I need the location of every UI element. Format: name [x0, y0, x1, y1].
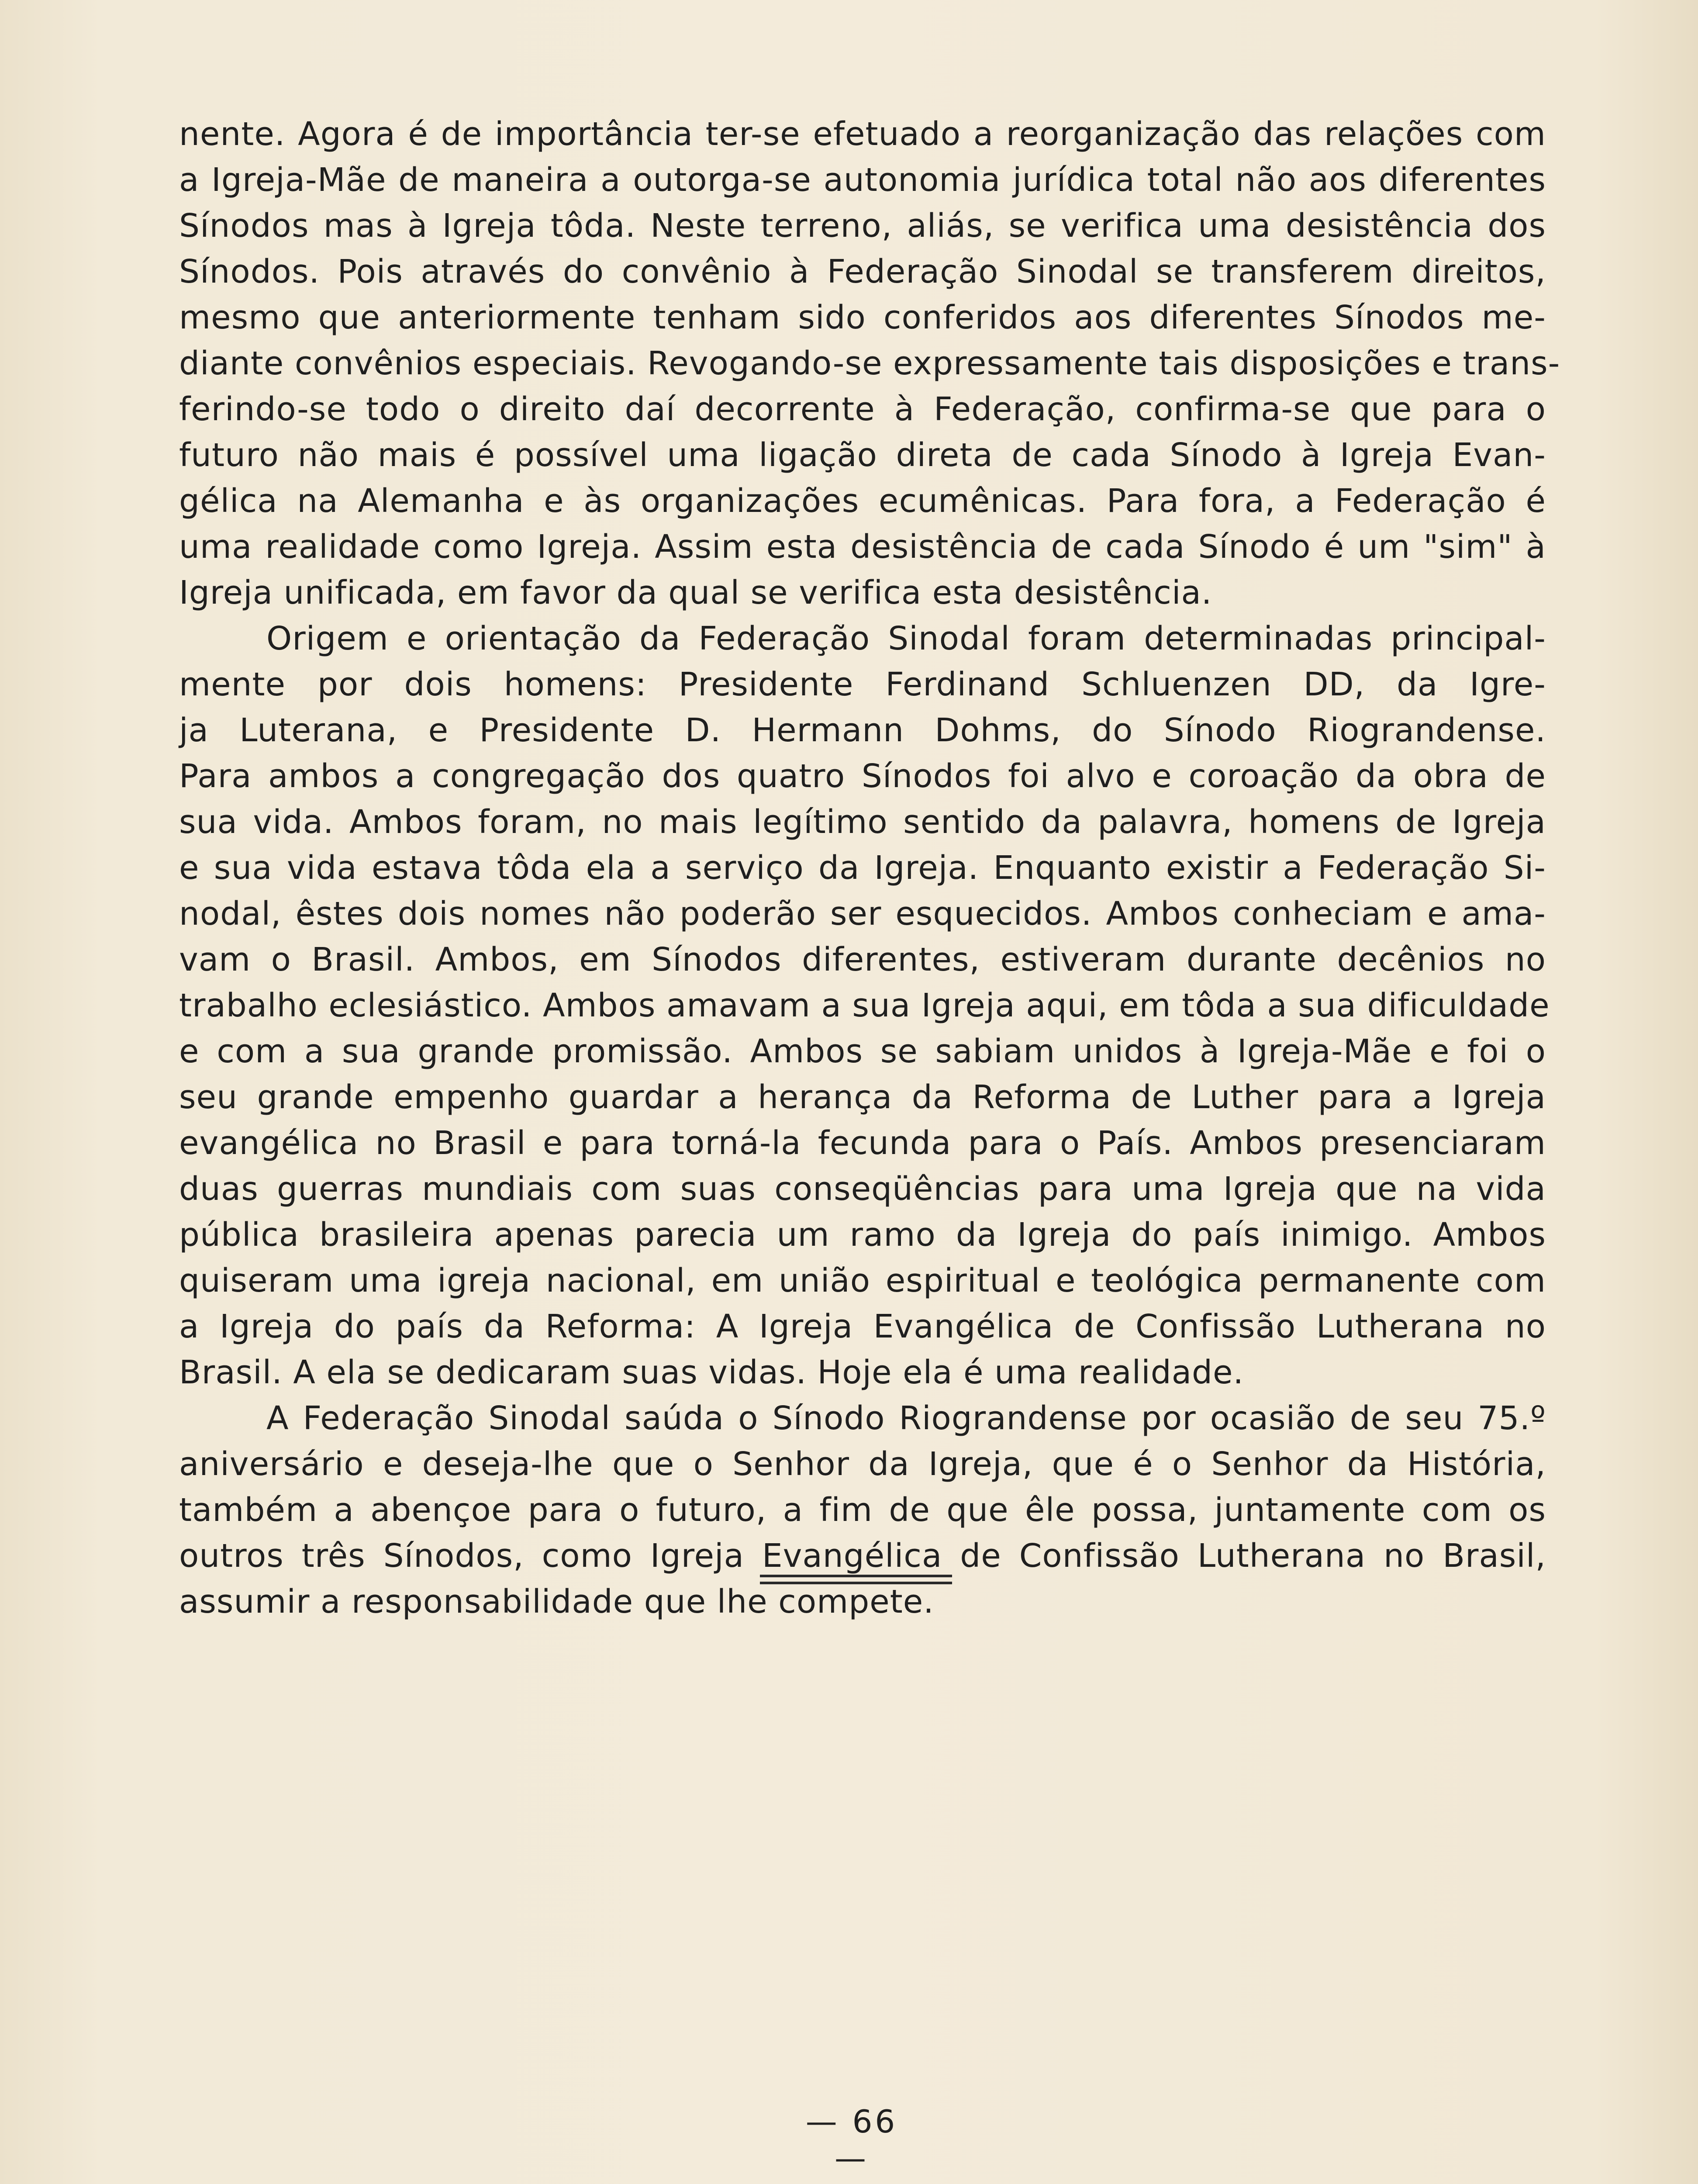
text-line: gélica na Alemanha e às organizações ecumênicas. Para fora, a Federação é: [179, 482, 1546, 520]
text-line: mesmo que anteriormente tenham sido conferidos aos diferentes Sínodos me-: [179, 299, 1546, 336]
text-line: trabalho eclesiástico. Ambos amavam a sua Igreja aqui, em tôda a sua dificuldade: [179, 987, 1550, 1024]
text-line: e com a sua grande promissão. Ambos se sabiam unidos à Igreja-Mãe e foi o: [179, 1033, 1546, 1070]
text-line: Igreja unificada, em favor da qual se verifica esta desistência.: [179, 574, 1212, 612]
text-line: mente por dois homens: Presidente Ferdinand Schluenzen DD, da Igre-: [179, 666, 1546, 703]
text-line: nodal, êstes dois nomes não poderão ser esquecidos. Ambos conheciam e ama-: [179, 895, 1546, 933]
text-line: Sínodos mas à Igreja tôda. Neste terreno, aliás, se verifica uma desistência dos: [179, 207, 1546, 245]
text-line: assumir a responsabilidade que lhe compete.: [179, 1583, 934, 1621]
text-line: pública brasileira apenas parecia um ramo da Igreja do país inimigo. Ambos: [179, 1216, 1546, 1254]
text-line: Sínodos. Pois através do convênio à Federação Sinodal se transferem direitos,: [179, 253, 1546, 290]
text-line: outros três Sínodos, como Igreja Evangélica de Confissão Lutherana no Brasil,: [179, 1537, 1546, 1575]
paragraph-2: [179, 616, 1550, 1396]
page-number: — 66 —: [805, 2103, 898, 2177]
text-line: a Igreja-Mãe de maneira a outorga-se autonomia jurídica total não aos diferentes: [179, 161, 1546, 199]
double-rule-divider: [760, 1575, 952, 1584]
text-line: A Federação Sinodal saúda o Sínodo Riograndense por ocasião de seu 75.º: [266, 1400, 1546, 1437]
text-line: Para ambos a congregação dos quatro Sínodos foi alvo e coroação da obra de: [179, 757, 1546, 795]
text-line: Origem e orientação da Federação Sinodal foram determinadas principal-: [266, 620, 1546, 657]
paragraph-3: [179, 1396, 1546, 1625]
text-line: uma realidade como Igreja. Assim esta desistência de cada Sínodo é um "sim" à: [179, 528, 1546, 566]
text-line: ferindo-se todo o direito daí decorrente à Federação, confirma-se que para o: [179, 390, 1546, 428]
text-line: e sua vida estava tôda ela a serviço da Igreja. Enquanto existir a Federação Si-: [179, 849, 1546, 887]
text-line: vam o Brasil. Ambos, em Sínodos diferentes, estiveram durante decênios no: [179, 941, 1546, 978]
text-line: Brasil. A ela se dedicaram suas vidas. Hoje ela é uma realidade.: [179, 1354, 1244, 1391]
text-line: evangélica no Brasil e para torná-la fecunda para o País. Ambos presenciaram: [179, 1124, 1546, 1162]
text-line: seu grande empenho guardar a herança da Reforma de Luther para a Igreja: [179, 1078, 1546, 1116]
text-line: também a abençoe para o futuro, a fim de que êle possa, juntamente com os: [179, 1491, 1546, 1529]
text-line: a Igreja do país da Reforma: A Igreja Evangélica de Confissão Lutherana no: [179, 1308, 1546, 1345]
body-text: [179, 111, 1560, 1625]
paragraph-1: [179, 111, 1560, 616]
text-line: duas guerras mundiais com suas conseqüências para uma Igreja que na vida: [179, 1170, 1546, 1208]
text-line: sua vida. Ambos foram, no mais legítimo sentido da palavra, homens de Igreja: [179, 803, 1546, 841]
text-line: aniversário e deseja-lhe que o Senhor da Igreja, que é o Senhor da História,: [179, 1445, 1546, 1483]
text-line: quiseram uma igreja nacional, em união espiritual e teológica permanente com: [179, 1262, 1546, 1299]
text-line: diante convênios especiais. Revogando-se expressamente tais disposições e trans-: [179, 345, 1560, 382]
text-line: ja Luterana, e Presidente D. Hermann Dohms, do Sínodo Riograndense.: [179, 712, 1546, 749]
text-line: nente. Agora é de importância ter-se efetuado a reorganização das relações com: [179, 115, 1546, 153]
text-line: futuro não mais é possível uma ligação direta de cada Sínodo à Igreja Evan-: [179, 436, 1546, 474]
